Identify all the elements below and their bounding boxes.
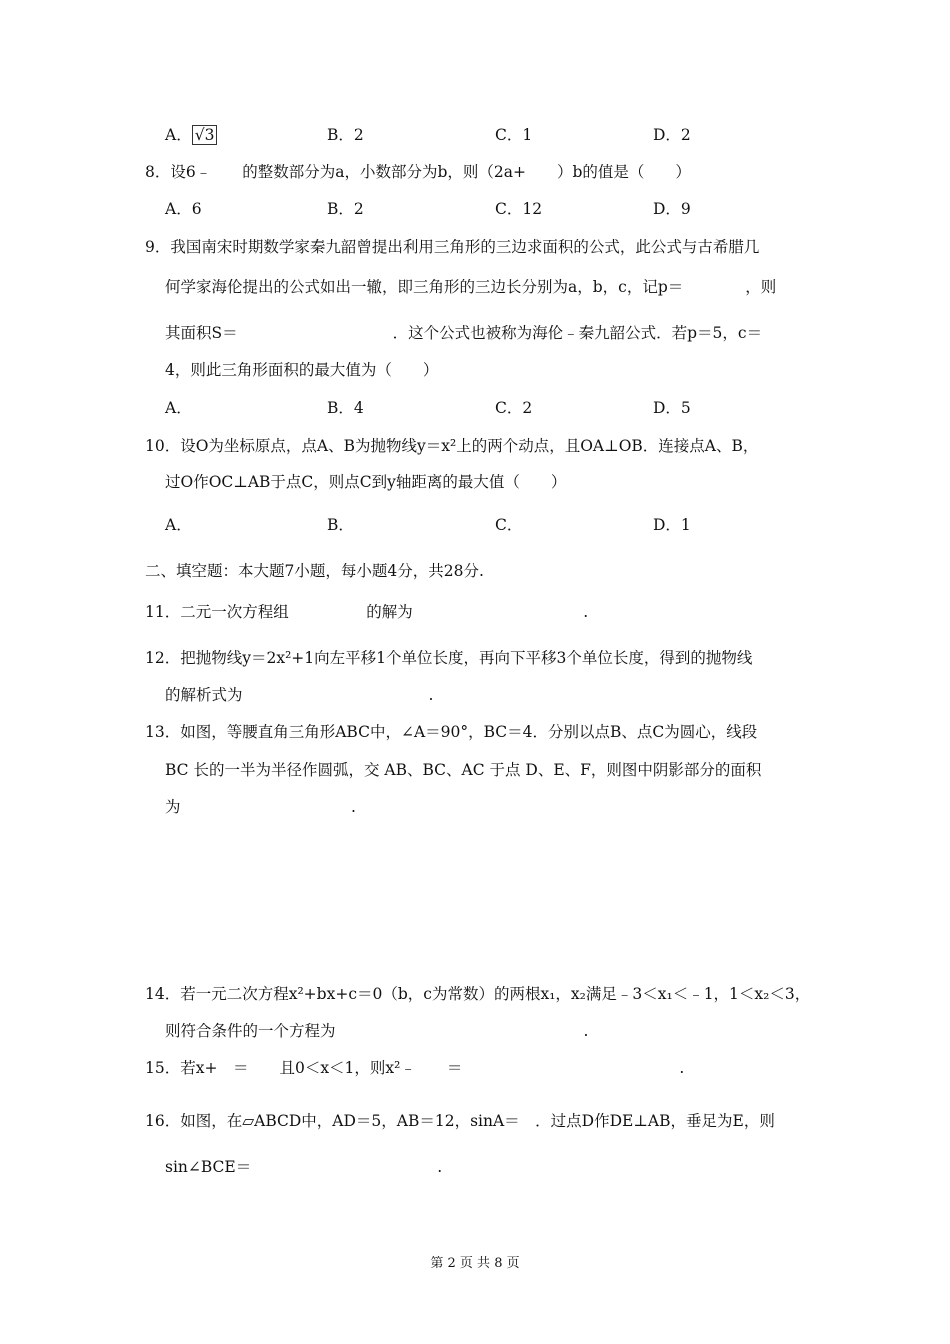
q8-option-b: B．2 — [327, 200, 364, 218]
q10-option-d: D．1 — [653, 516, 691, 534]
q15-line: 15．若x+ ＝ 且0＜x＜1，则x²﹣ ＝ . — [145, 1059, 685, 1077]
q10-option-b: B． — [327, 516, 354, 534]
q12-line-2: 的解析式为 . — [165, 686, 434, 704]
q7-option-d: D．2 — [653, 126, 691, 144]
q9-option-c: C．2 — [495, 399, 533, 417]
q8-stem: 8．设6﹣ 的整数部分为a，小数部分为b，则（2a+ ）b的值是（ ） — [145, 163, 691, 181]
sqrt-three-image: √3 — [192, 125, 218, 145]
q9-line-1: 9．我国南宋时期数学家秦九韶曾提出利用三角形的三边求面积的公式，此公式与古希腊几 — [145, 238, 760, 256]
q10-line-2: 过O作OC⊥AB于点C，则点C到y轴距离的最大值（ ） — [165, 473, 567, 491]
q7-option-b: B．2 — [327, 126, 364, 144]
q10-option-a: A． — [165, 516, 192, 534]
q8-option-c: C．12 — [495, 200, 543, 218]
q9-line-2: 何学家海伦提出的公式如出一辙，即三角形的三边长分别为a，b，c，记p＝ ，则 — [165, 278, 777, 296]
q7-option-c: C．1 — [495, 126, 533, 144]
q9-option-a: A． — [165, 399, 192, 417]
q14-line-1: 14．若一元二次方程x²+bx+c＝0（b，c为常数）的两根x₁，x₂满足﹣3＜x₁＜﹣1，1＜x₂＜3， — [145, 985, 811, 1003]
page-footer: 第 2 页 共 8 页 — [430, 1256, 520, 1271]
q10-option-c: C． — [495, 516, 523, 534]
q9-option-d: D．5 — [653, 399, 691, 417]
q8-option-a: A．6 — [165, 200, 202, 218]
q16-line-2: sin∠BCE＝ . — [165, 1158, 443, 1176]
q11-line: 11．二元一次方程组 的解为 . — [145, 603, 589, 621]
q12-line-1: 12．把抛物线y＝2x²+1向左平移1个单位长度，再向下平移3个单位长度，得到的抛物线 — [145, 649, 753, 667]
q13-line-3: 为 . — [165, 798, 356, 816]
q7-option-a-label: A． — [165, 126, 192, 144]
q13-line-2: BC 长的一半为半径作圆弧，交 AB、BC、AC 于点 D、E、F，则图中阴影部分的面积 — [165, 761, 762, 779]
q9-option-b: B．4 — [327, 399, 364, 417]
q10-line-1: 10．设O为坐标原点，点A、B为抛物线y＝x²上的两个动点，且OA⊥OB．连接点A、B， — [145, 437, 759, 455]
q8-option-d: D．9 — [653, 200, 691, 218]
q16-line-1: 16．如图，在▱ABCD中，AD＝5，AB＝12，sinA＝ ．过点D作DE⊥AB，垂足为E，则 — [145, 1112, 775, 1130]
section-2-heading: 二、填空题：本大题7小题，每小题4分，共28分. — [145, 562, 484, 580]
q13-line-1: 13．如图，等腰直角三角形ABC中，∠A＝90°，BC＝4．分别以点B、点C为圆心，线段 — [145, 723, 758, 741]
q14-line-2: 则符合条件的一个方程为 . — [165, 1022, 589, 1040]
q7-option-a — [165, 125, 217, 145]
q9-line-4: 4，则此三角形面积的最大值为（ ） — [165, 361, 439, 379]
q9-line-3: 其面积S＝ ．这个公式也被称为海伦﹣秦九韶公式．若p＝5，c＝ — [165, 324, 763, 342]
